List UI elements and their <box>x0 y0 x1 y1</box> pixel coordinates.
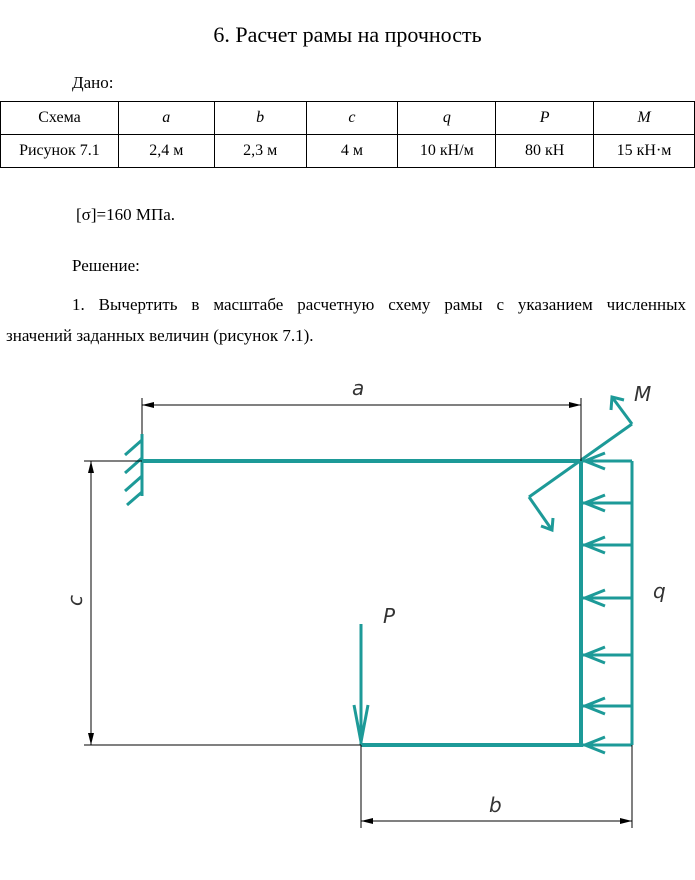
table-cell: 80 кН <box>496 135 594 168</box>
page-title: 6. Расчет рамы на прочность <box>213 22 482 47</box>
table-cell: 2,3 м <box>214 135 306 168</box>
step-1-line-1: 1. Вычертить в масштабе расчетную схему рамы с указанием численных <box>72 295 686 314</box>
table-header-cell: q <box>398 102 496 135</box>
step-1-line-2: значений заданных величин (рисунок 7.1). <box>6 326 314 345</box>
table-cell: 10 кН/м <box>398 135 496 168</box>
label-b: b <box>489 793 502 817</box>
label-c: c <box>63 595 87 606</box>
given-label: Дано: <box>72 73 114 92</box>
table-header-cell: P <box>496 102 594 135</box>
fixed-support <box>125 434 142 505</box>
dimension-c <box>84 461 361 745</box>
table-cell: 15 кН·м <box>594 135 695 168</box>
label-q: q <box>653 579 666 603</box>
table-header-cell: a <box>118 102 214 135</box>
table-cell: 2,4 м <box>118 135 214 168</box>
label-a: a <box>352 376 365 400</box>
allowable-stress: [σ]=160 МПа. <box>76 205 176 224</box>
table-header-cell: Схема <box>1 102 119 135</box>
dimension-a <box>142 398 581 461</box>
label-p: P <box>383 604 396 628</box>
table-header-cell: M <box>594 102 695 135</box>
table-cell: 4 м <box>306 135 398 168</box>
force-p <box>354 624 368 745</box>
table-header-cell: c <box>306 102 398 135</box>
distributed-load-q <box>583 453 632 753</box>
label-m: M <box>634 382 652 406</box>
solution-label: Решение: <box>72 256 140 275</box>
table-header-cell: b <box>214 102 306 135</box>
table-cell: Рисунок 7.1 <box>1 135 119 168</box>
